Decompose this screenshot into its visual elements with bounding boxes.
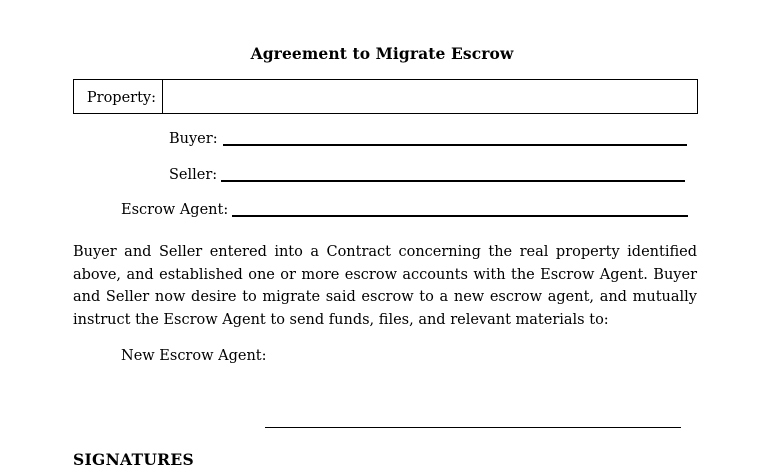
buyer-label: Buyer: [169, 131, 218, 147]
buyer-blank-line[interactable] [223, 144, 687, 146]
signatures-heading: SIGNATURES [73, 450, 194, 469]
property-field-box [73, 79, 698, 114]
new-escrow-agent-blank-line[interactable] [265, 427, 681, 428]
agreement-body-paragraph: Buyer and Seller entered into a Contract concerning the real property identified above, and established one or more escrow accounts with the Escrow Agent. Buyer and Seller now desire to migrate said escrow to a new escrow agent, and mutually instruct the Escrow Agent to send funds, files, and relevant materials to: [73, 244, 697, 328]
seller-blank-line[interactable] [221, 180, 685, 182]
property-input[interactable] [164, 80, 697, 113]
escrow-agent-label: Escrow Agent: [121, 202, 229, 218]
property-label: Property: [74, 80, 163, 113]
new-escrow-agent-label: New Escrow Agent: [121, 348, 267, 364]
document-title: Agreement to Migrate Escrow [250, 44, 514, 63]
escrow-agent-blank-line[interactable] [232, 215, 688, 217]
seller-label: Seller: [169, 167, 218, 183]
